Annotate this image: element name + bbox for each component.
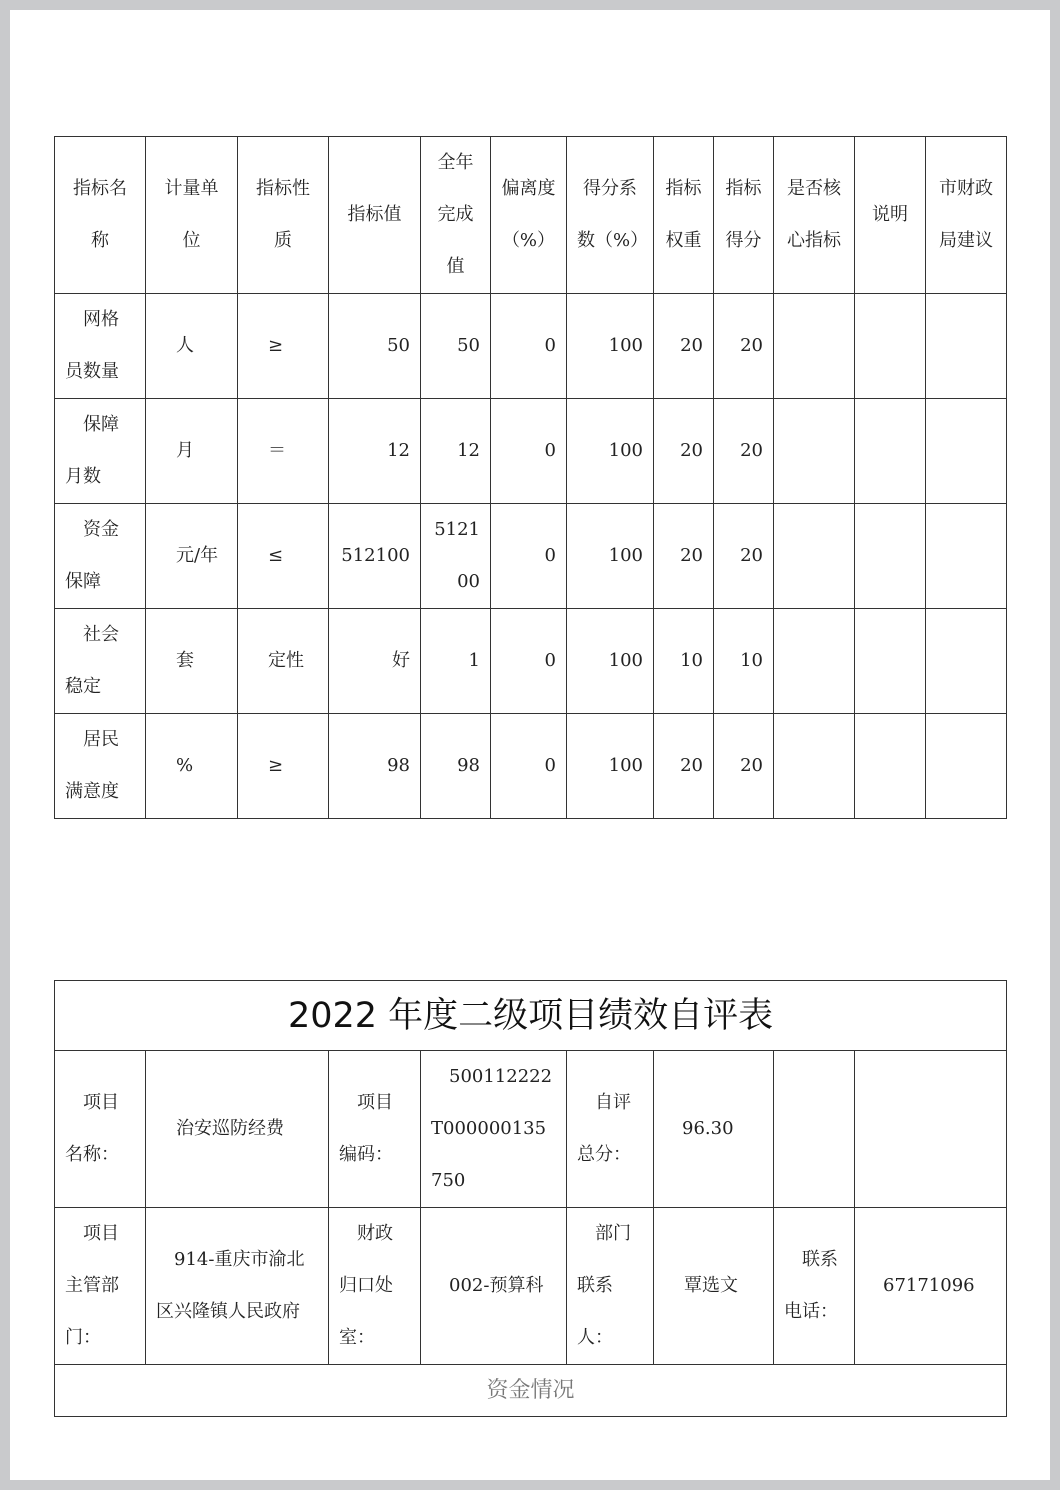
contact-value: 覃选文 xyxy=(654,1208,774,1365)
header-row xyxy=(55,137,1007,294)
cell-target: 512100 xyxy=(329,504,421,609)
cell-name: 社会稳定 xyxy=(55,609,146,714)
cell-weight: 20 xyxy=(654,714,714,819)
cell-name: 资金保障 xyxy=(55,504,146,609)
table-row xyxy=(55,504,1007,609)
cell-unit: 人 xyxy=(146,294,238,399)
cell-suggestion xyxy=(926,399,1007,504)
dept-label: 项目主管部门： xyxy=(55,1208,146,1365)
cell-nature: ≥ xyxy=(238,294,329,399)
table-row xyxy=(55,714,1007,819)
form-title-row xyxy=(55,981,1007,1051)
cell-coefficient: 100 xyxy=(567,609,654,714)
header-suggestion: 市财政局建议 xyxy=(926,137,1007,294)
cell-nature: ＝ xyxy=(238,399,329,504)
self-score-label: 自评总分： xyxy=(567,1051,654,1208)
cell-name: 保障月数 xyxy=(55,399,146,504)
cell-unit: 元/年 xyxy=(146,504,238,609)
cell-note xyxy=(855,399,926,504)
indicator-table xyxy=(54,136,1007,819)
table-row xyxy=(55,609,1007,714)
cell-note xyxy=(855,609,926,714)
cell-nature: ≥ xyxy=(238,714,329,819)
finance-office-label: 财政归口处室： xyxy=(329,1208,421,1365)
cell-actual: 98 xyxy=(421,714,491,819)
funds-section-title: 资金情况 xyxy=(55,1365,1007,1417)
funds-section-row xyxy=(55,1365,1007,1417)
cell-core xyxy=(774,399,855,504)
cell-core xyxy=(774,714,855,819)
cell-target: 50 xyxy=(329,294,421,399)
header-unit: 计量单位 xyxy=(146,137,238,294)
cell-core xyxy=(774,504,855,609)
cell-note xyxy=(855,294,926,399)
project-name-value: 治安巡防经费 xyxy=(146,1051,329,1208)
self-score-value: 96.30 xyxy=(654,1051,774,1208)
cell-weight: 20 xyxy=(654,504,714,609)
cell-unit: % xyxy=(146,714,238,819)
cell-weight: 20 xyxy=(654,399,714,504)
cell-deviation: 0 xyxy=(491,504,567,609)
project-code-label: 项目编码： xyxy=(329,1051,421,1208)
project-code-value: 500112222T000000135750 xyxy=(421,1051,567,1208)
cell-score: 20 xyxy=(714,714,774,819)
header-score: 指标得分 xyxy=(714,137,774,294)
form-row-project xyxy=(55,1051,1007,1208)
cell-coefficient: 100 xyxy=(567,294,654,399)
cell-actual: 512100 xyxy=(421,504,491,609)
cell-coefficient: 100 xyxy=(567,504,654,609)
phone-label: 联系电话： xyxy=(774,1208,855,1365)
header-deviation: 偏离度（%） xyxy=(491,137,567,294)
cell-score: 20 xyxy=(714,399,774,504)
cell-suggestion xyxy=(926,714,1007,819)
header-target-value: 指标值 xyxy=(329,137,421,294)
cell-nature: 定性 xyxy=(238,609,329,714)
cell-target: 好 xyxy=(329,609,421,714)
cell-note xyxy=(855,714,926,819)
cell-score: 10 xyxy=(714,609,774,714)
cell-deviation: 0 xyxy=(491,294,567,399)
cell-core xyxy=(774,609,855,714)
cell-target: 98 xyxy=(329,714,421,819)
header-indicator-name: 指标名称 xyxy=(55,137,146,294)
cell-weight: 20 xyxy=(654,294,714,399)
dept-value: 914-重庆市渝北区兴隆镇人民政府 xyxy=(146,1208,329,1365)
cell-actual: 1 xyxy=(421,609,491,714)
header-nature: 指标性质 xyxy=(238,137,329,294)
cell-suggestion xyxy=(926,504,1007,609)
phone-value: 67171096 xyxy=(855,1208,1007,1365)
form-row-department xyxy=(55,1208,1007,1365)
cell-deviation: 0 xyxy=(491,609,567,714)
cell-unit: 月 xyxy=(146,399,238,504)
cell-deviation: 0 xyxy=(491,399,567,504)
empty-cell xyxy=(855,1051,1007,1208)
contact-label: 部门联系人： xyxy=(567,1208,654,1365)
cell-actual: 50 xyxy=(421,294,491,399)
document-page xyxy=(10,10,1050,1480)
cell-score: 20 xyxy=(714,294,774,399)
cell-deviation: 0 xyxy=(491,714,567,819)
cell-weight: 10 xyxy=(654,609,714,714)
cell-core xyxy=(774,294,855,399)
project-name-label: 项目名称： xyxy=(55,1051,146,1208)
self-evaluation-form xyxy=(54,980,1007,1417)
header-core: 是否核心指标 xyxy=(774,137,855,294)
cell-suggestion xyxy=(926,609,1007,714)
cell-target: 12 xyxy=(329,399,421,504)
cell-name: 居民满意度 xyxy=(55,714,146,819)
cell-suggestion xyxy=(926,294,1007,399)
header-coefficient: 得分系数（%） xyxy=(567,137,654,294)
form-title: 2022 年度二级项目绩效自评表 xyxy=(55,981,1007,1051)
table-row xyxy=(55,399,1007,504)
cell-coefficient: 100 xyxy=(567,714,654,819)
cell-note xyxy=(855,504,926,609)
empty-cell xyxy=(774,1051,855,1208)
finance-office-value: 002-预算科 xyxy=(421,1208,567,1365)
cell-actual: 12 xyxy=(421,399,491,504)
cell-unit: 套 xyxy=(146,609,238,714)
cell-nature: ≤ xyxy=(238,504,329,609)
cell-name: 网格员数量 xyxy=(55,294,146,399)
table-row xyxy=(55,294,1007,399)
header-actual-value: 全年完成值 xyxy=(421,137,491,294)
cell-coefficient: 100 xyxy=(567,399,654,504)
header-weight: 指标权重 xyxy=(654,137,714,294)
header-note: 说明 xyxy=(855,137,926,294)
cell-score: 20 xyxy=(714,504,774,609)
